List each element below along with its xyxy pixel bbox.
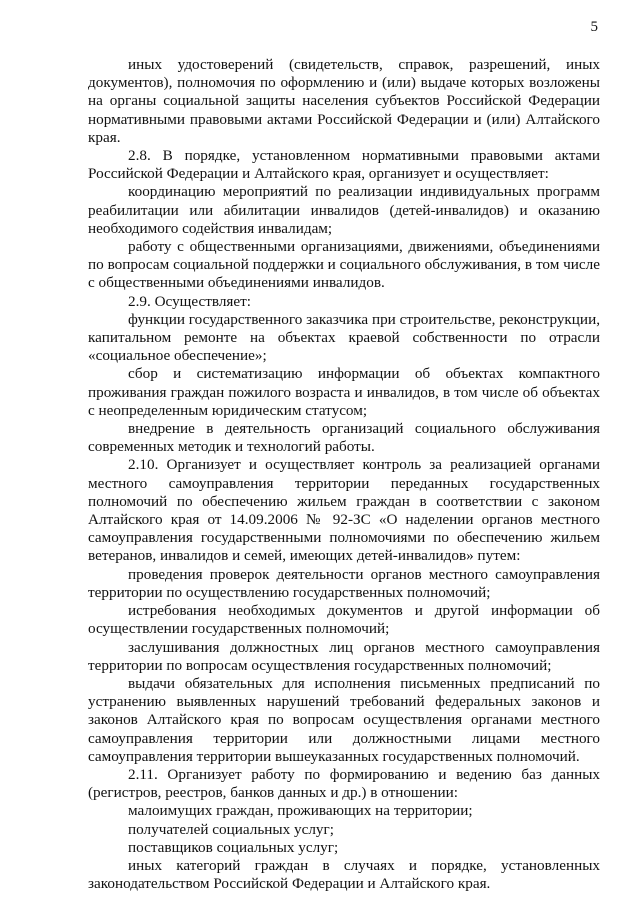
paragraph: выдачи обязательных для исполнения письменных предписаний по устранению выявленных нарушений требований федеральных законов и законов Алтайского края по вопросам осуществления органами местного самоуправления территории или должностными лицами местного самоуправления территории вышеуказанных государственных полномочий. [88,674,600,765]
paragraph: функции государственного заказчика при строительстве, реконструкции, капитальном ремонте на объектах краевой собственности по отрасли «социальное обеспечение»; [88,310,600,365]
paragraph: сбор и систематизацию информации об объектах компактного проживания граждан пожилого возраста и инвалидов, в том числе об объектах с неопределенным юридическим статусом; [88,365,600,419]
paragraph: иных удостоверений (свидетельств, справок, разрешений, иных документов), полномочия по оформлению и (или) выдаче которых возложены на органы социальной защиты населения субъектов Российской Федерации нормативными правовыми актами Российской Федерации и (или) Алтайского края. [88,56,600,146]
paragraph: получателей социальных услуг; [128,820,334,838]
paragraph: заслушивания должностных лиц органов местного самоуправления территории по вопросам осуществления государственных полномочий; [88,638,600,674]
paragraph: 2.10. Организует и осуществляет контроль за реализацией органами местного самоуправления территории переданных государственных полномочий по обеспечению жильем граждан в соответствии с законом Алтайского края от 14.09.2006 № 92-ЗС «О наделении органов местного самоуправления государственными полномочиями по обеспечению жильем ветеранов, инвалидов и семей, имеющих детей-инвалидов» путем: [88,456,600,565]
paragraph: работу с общественными организациями, движениями, объединениями по вопросам социальной поддержки и социального обслуживания, в том числе с общественными объединениями инвалидов. [88,238,600,292]
paragraph: проведения проверок деятельности органов местного самоуправления территории по осуществлению государственных полномочий; [88,565,600,601]
paragraph: иных категорий граждан в случаях и порядке, установленных законодательством Российской Федерации и Алтайского края. [88,856,600,893]
paragraph: малоимущих граждан, проживающих на территории; [128,802,473,820]
paragraph: 2.11. Организует работу по формированию и ведению баз данных (регистров, реестров, банков данных и др.) в отношении: [88,765,600,802]
document-body [88,56,600,893]
paragraph: координацию мероприятий по реализации индивидуальных программ реабилитации или абилитации инвалидов (детей-инвалидов) и оказанию необходимого содействия инвалидам; [88,183,600,237]
paragraph: внедрение в деятельность организаций социального обслуживания современных методик и технологий работы. [88,420,600,456]
paragraph: истребования необходимых документов и другой информации об осуществлении государственных полномочий; [88,602,600,638]
paragraph: поставщиков социальных услуг; [128,838,339,856]
paragraph: 2.9. Осуществляет: [128,292,252,310]
paragraph: 2.8. В порядке, установленном нормативными правовыми актами Российской Федерации и Алтайского края, организует и осуществляет: [88,147,600,183]
page-number: 5 [590,19,598,35]
